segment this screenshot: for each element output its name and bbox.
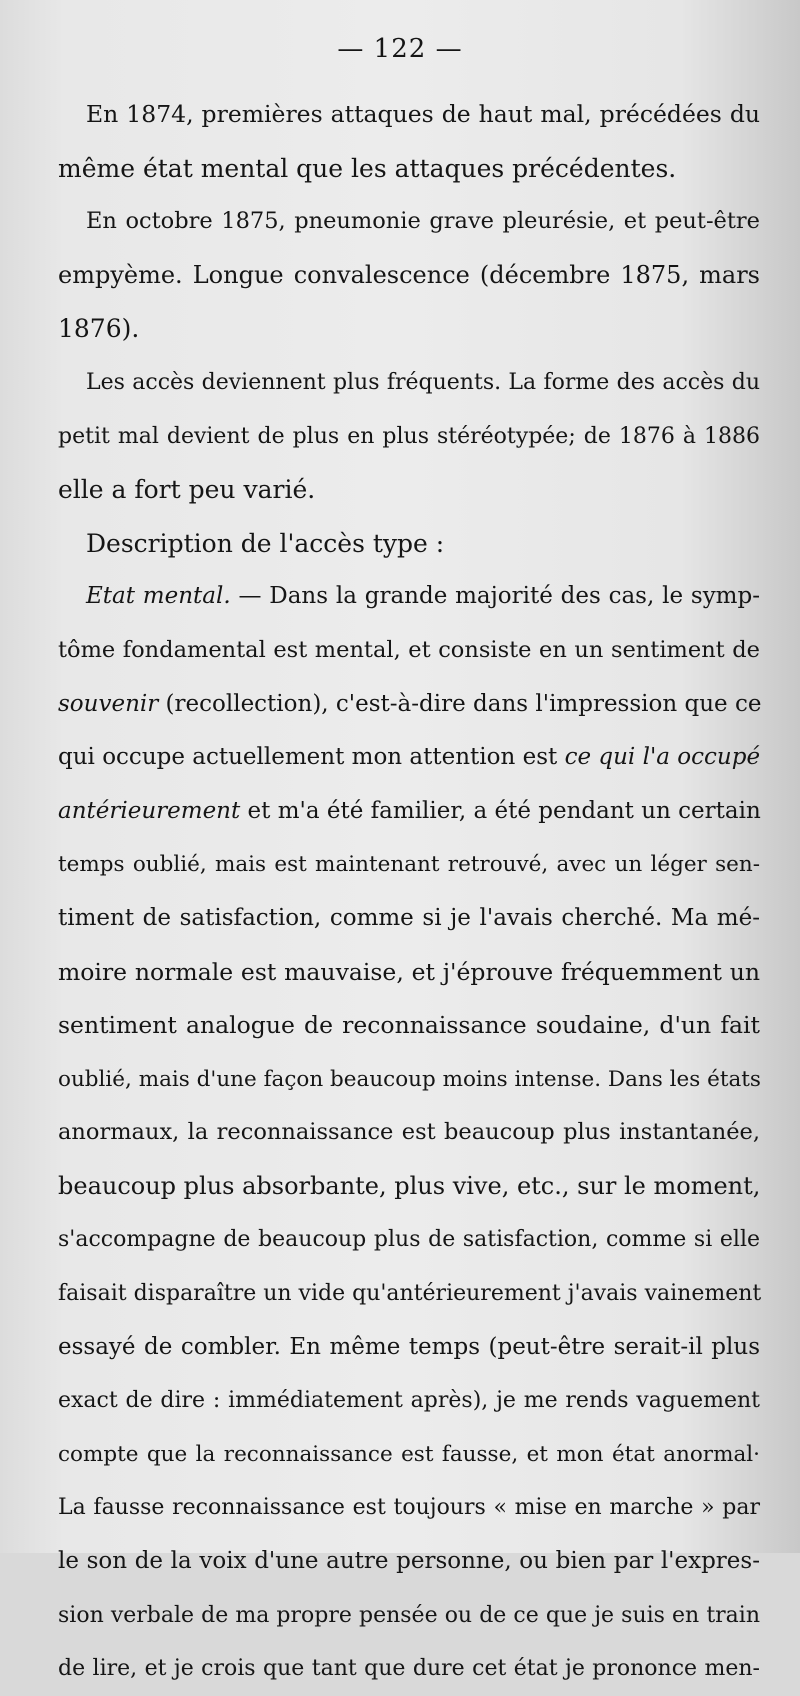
text-segment: empyème. Longue convalescence (décembre 1875, mars xyxy=(58,260,760,289)
text-segment: s'accompagne de beaucoup plus de satisfaction, comme si elle xyxy=(58,1227,760,1253)
text-segment: Description de l'accès type : xyxy=(86,528,445,558)
text-line xyxy=(58,785,760,839)
text-line xyxy=(58,410,760,464)
text-line xyxy=(58,1321,760,1375)
text-segment: même état mental que les attaques précédentes. xyxy=(58,153,677,183)
text-line xyxy=(58,1642,760,1696)
text-segment: En octobre 1875, pneumonie grave pleurésie, et peut-être xyxy=(86,208,760,235)
text-segment: sentiment analogue de reconnaissance soudaine, d'un fait xyxy=(58,1011,760,1040)
text-segment: beaucoup plus absorbante, plus vive, etc., sur le moment, xyxy=(58,1171,761,1200)
italic-text: antérieurement xyxy=(58,797,241,824)
text-segment: petit mal devient de plus en plus stéréotypée; de 1876 à 1886 xyxy=(58,423,760,449)
body-text xyxy=(58,88,760,1696)
text-segment: temps oublié, mais est maintenant retrouvé, avec un léger sen- xyxy=(58,852,760,878)
text-line xyxy=(58,892,760,946)
text-segment: La fausse reconnaissance est toujours « mise en marche » par xyxy=(58,1495,760,1521)
text-line xyxy=(58,1428,760,1482)
text-line xyxy=(58,1535,760,1589)
text-segment: faisait disparaître un vide qu'antérieurement j'avais vainement xyxy=(58,1281,762,1307)
text-segment: timent de satisfaction, comme si je l'avais cherché. Ma mé- xyxy=(58,904,760,931)
text-segment: de lire, et je crois que tant que dure cet état je prononce men- xyxy=(58,1656,760,1682)
text-line xyxy=(58,1160,760,1214)
text-segment: et m'a été familier, a été pendant un certain xyxy=(240,797,761,824)
text-segment: — Dans la grande majorité des cas, le symp- xyxy=(230,583,760,610)
text-line xyxy=(58,195,760,249)
text-segment: essayé de combler. En même temps (peut-être serait-il plus xyxy=(58,1333,760,1360)
italic-text: ce qui l'a occupé xyxy=(564,744,761,771)
text-line xyxy=(58,1374,760,1428)
text-segment: compte que la reconnaissance est fausse, et mon état anormal· xyxy=(58,1441,760,1467)
text-line xyxy=(58,1267,760,1321)
text-segment: tôme fondamental est mental, et consiste en un sentiment de xyxy=(58,636,760,663)
text-line xyxy=(58,678,760,732)
text-segment: sion verbale de ma propre pensée ou de ce que je suis en train xyxy=(58,1602,760,1628)
text-line xyxy=(58,624,760,678)
text-segment: exact de dire : immédiatement après), je me rends vaguement xyxy=(58,1388,760,1414)
text-line xyxy=(58,838,760,892)
text-line xyxy=(58,731,760,785)
text-segment: 1876). xyxy=(58,314,140,344)
text-segment: oublié, mais d'une façon beaucoup moins intense. Dans les états xyxy=(58,1066,761,1092)
text-line xyxy=(58,142,760,196)
text-segment: Les accès deviennent plus fréquents. La forme des accès du xyxy=(86,369,760,395)
text-segment: En 1874, premières attaques de haut mal, précédées du xyxy=(86,100,760,128)
text-line xyxy=(58,946,760,1000)
text-segment: le son de la voix d'une autre personne, ou bien par l'expres- xyxy=(58,1548,760,1575)
page-number: — 122 — xyxy=(337,34,463,64)
text-segment: anormaux, la reconnaissance est beaucoup plus instantanée, xyxy=(58,1119,760,1146)
text-segment: qui occupe actuellement mon attention est xyxy=(58,744,565,771)
text-line xyxy=(58,1481,760,1535)
text-segment: (recollection), c'est-à-dire dans l'impression que ce xyxy=(158,690,762,717)
text-line xyxy=(58,356,760,410)
italic-text: souvenir xyxy=(58,690,159,717)
text-segment: moire normale est mauvaise, et j'éprouve fréquemment un xyxy=(58,957,760,986)
text-line xyxy=(58,463,760,517)
text-segment: elle a fort peu varié. xyxy=(58,475,316,505)
text-line xyxy=(58,517,760,571)
text-line xyxy=(58,1589,760,1643)
text-line xyxy=(58,88,760,142)
text-line xyxy=(58,1053,760,1107)
text-line xyxy=(58,999,760,1053)
text-line xyxy=(58,249,760,303)
text-line xyxy=(58,570,760,624)
italic-text: Etat mental. xyxy=(86,583,231,610)
text-line xyxy=(58,302,760,356)
text-line xyxy=(58,1106,760,1160)
text-line xyxy=(58,1213,760,1267)
